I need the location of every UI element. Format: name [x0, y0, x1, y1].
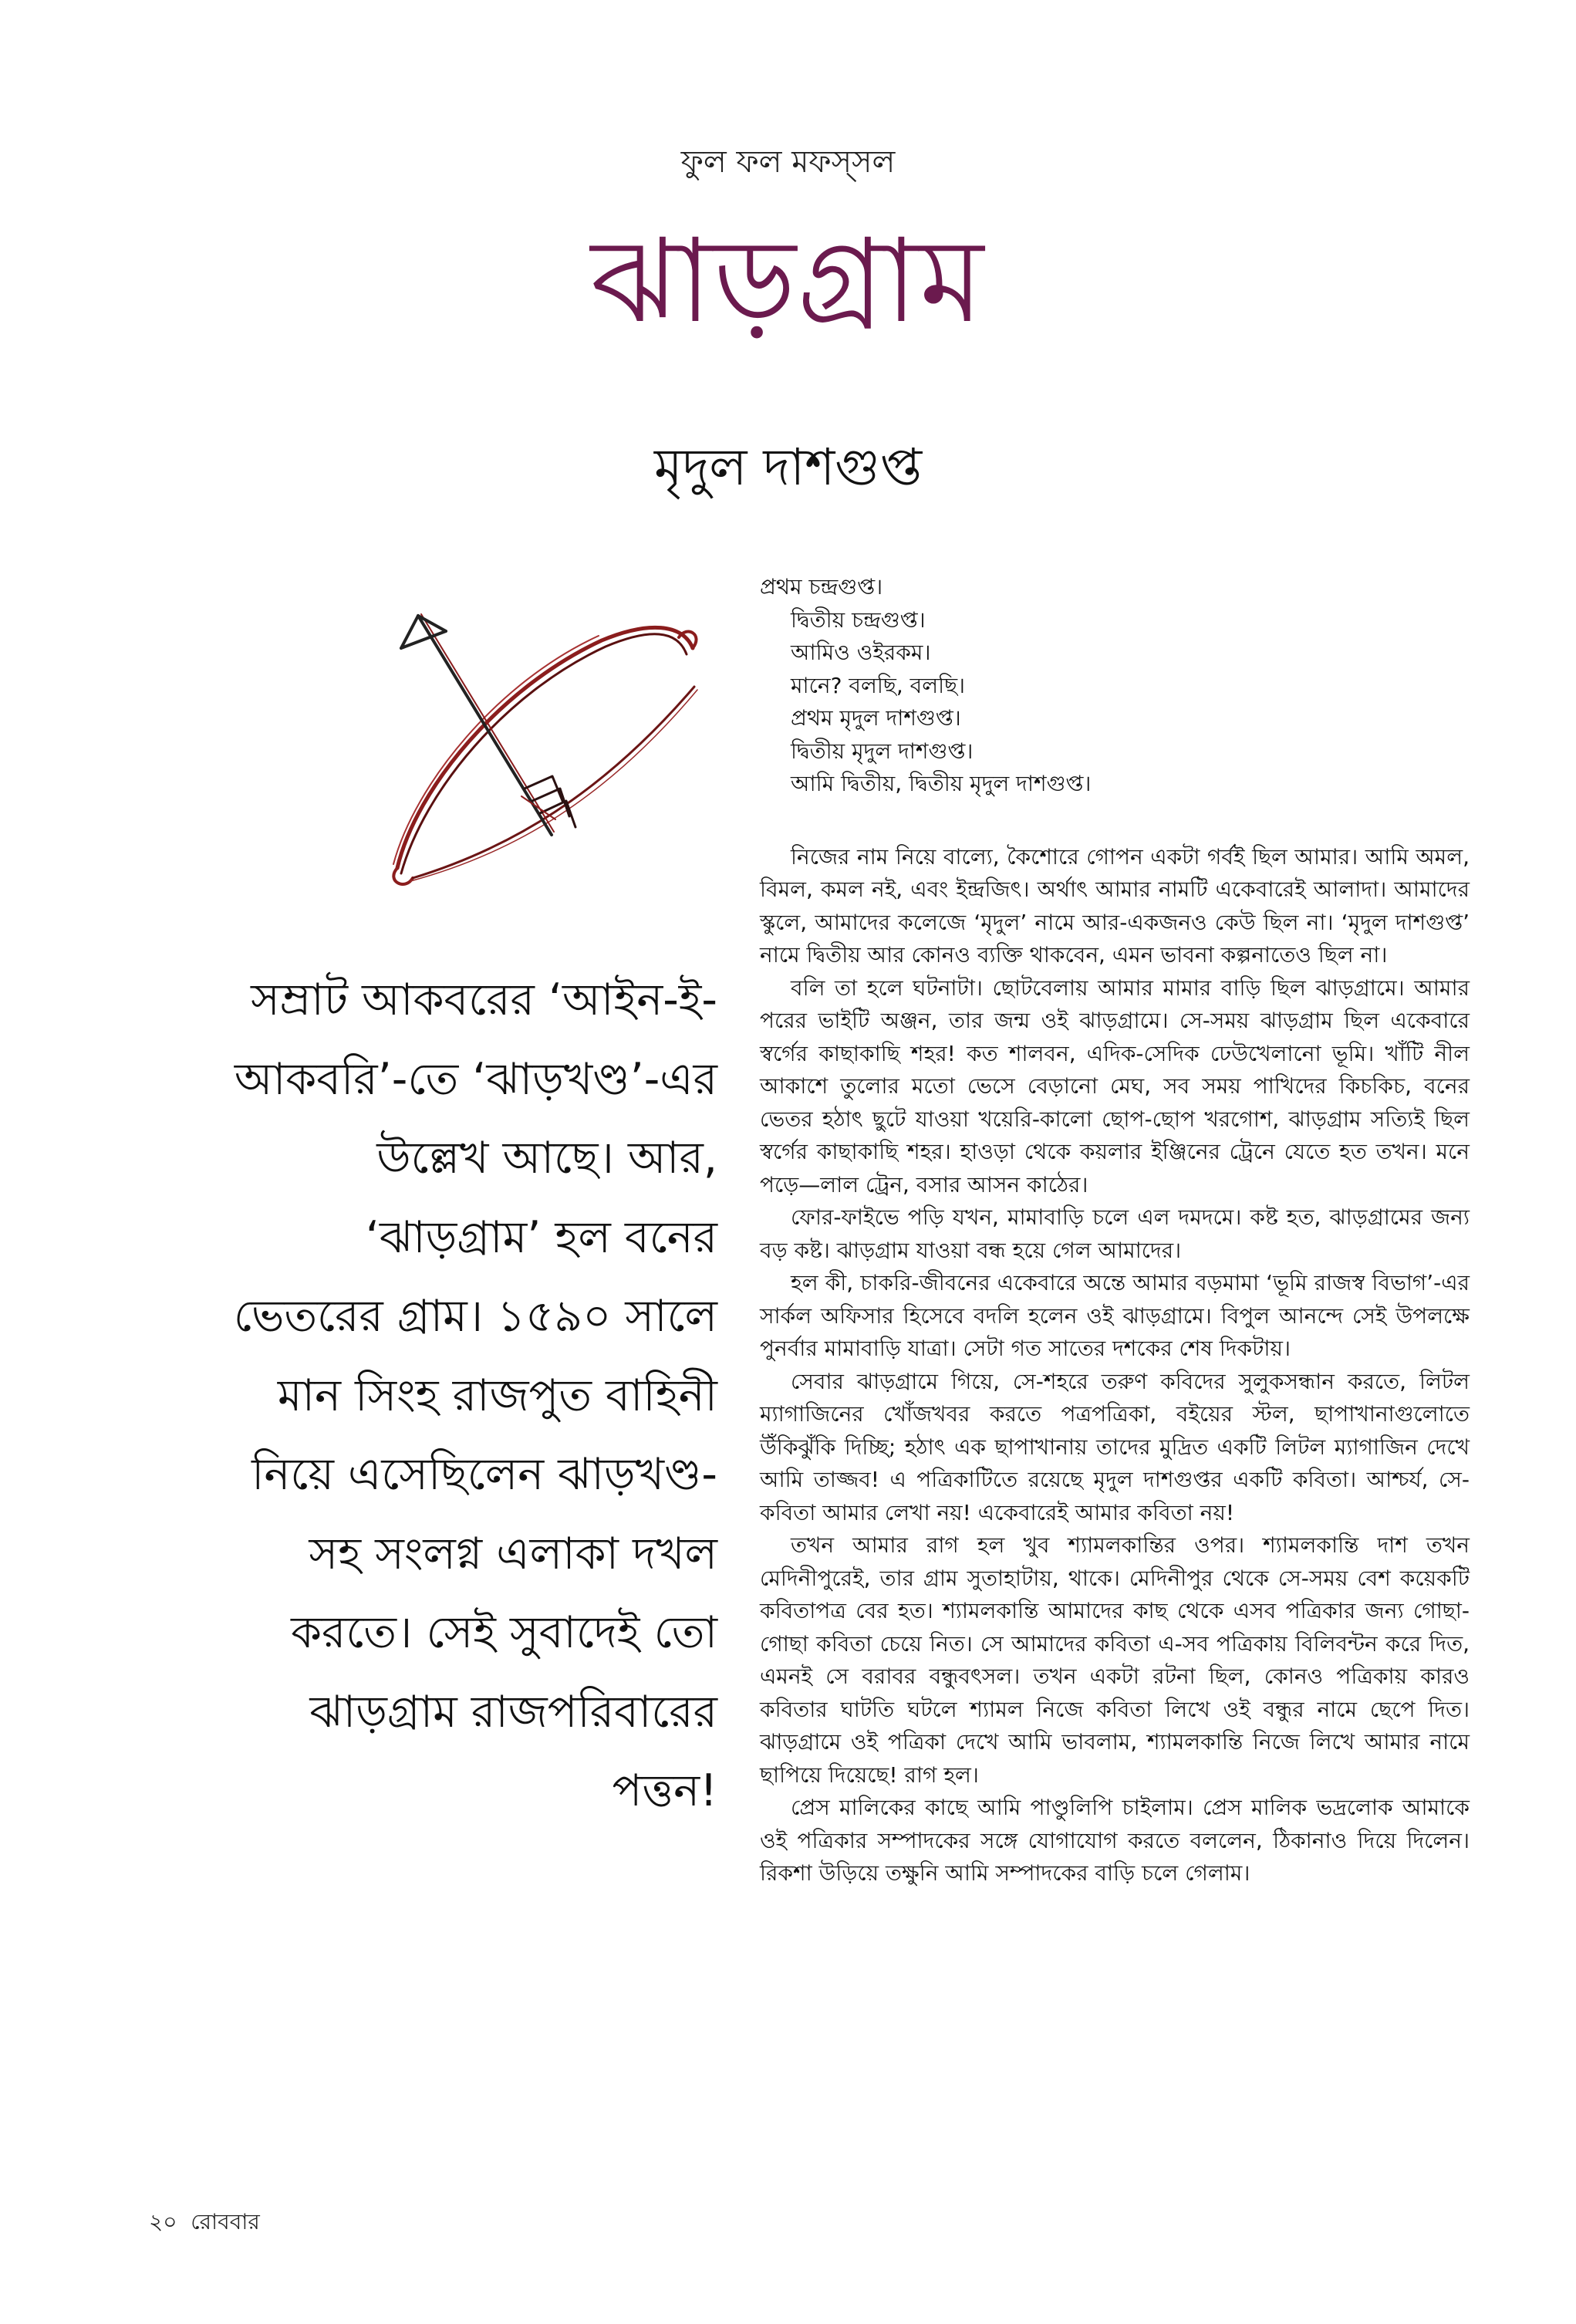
verse-line: দ্বিতীয় মৃদুল দাশগুপ্ত।: [791, 738, 974, 764]
article-paragraph: নিজের নাম নিয়ে বাল্যে, কৈশোরে গোপন একটা গর্বই ছিল আমার। আমি অমল, বিমল, কমল নই, এবং ইন্দ্রজিৎ। অর্থাৎ আমার নামটি একেবারেই আলাদা। আমাদের স্কুলে, আমাদের কলেজে ‘মৃদুল’ নামে আর-একজনও কেউ ছিল না। ‘মৃদুল দাশগুপ্ত’ নামে দ্বিতীয় আর কোনও ব্যক্তি থাকবেন, এমন ভাবনা কল্পনাতেও ছিল না।: [760, 843, 1470, 968]
verse-line: আমি দ্বিতীয়, দ্বিতীয় মৃদুল দাশগুপ্ত।: [791, 771, 1092, 796]
pull-quote: সম্রাট আকবরের ‘আইন-ই-আকবরি’-তে ‘ঝাড়খণ্ড’-এর উল্লেখ আছে। আর, ‘ঝাড়গ্রাম’ হল বনের ভেতরের গ্রাম। ১৫৯০ সালে মান সিংহ রাজপুত বাহিনী নিয়ে এসেছিলেন ঝাড়খণ্ড-সহ সংলগ্ন এলাকা দখল করতে। সেই সুবাদেই তো ঝাড়গ্রাম রাজপরিবারের পত্তন!: [233, 975, 717, 1816]
article-body: [760, 571, 1470, 1890]
article-paragraph: বলি তা হলে ঘটনাটা। ছোটবেলায় আমার মামার বাড়ি ছিল ঝাড়গ্রামে। আমার পরের ভাইটি অঞ্জন, তার জন্ম ওই ঝাড়গ্রামে। সে-সময় ঝাড়গ্রাম ছিল একেবারে স্বর্গের কাছাকাছি শহর! কত শালবন, এদিক-সেদিক ঢেউখেলানো ভূমি। খাঁটি নীল আকাশে তুলোর মতো ভেসে বেড়ানো মেঘ, সব সময় পাখিদের কিচকিচ, বনের ভেতর হঠাৎ ছুটে যাওয়া খয়েরি-কালো ছোপ-ছোপ খরগোশ, ঝাড়গ্রাম সত্যিই ছিল স্বর্গের কাছাকাছি শহর। হাওড়া থেকে কয়লার ইঞ্জিনের ট্রেনে যেতে হত তখন। মনে পড়ে—লাল ট্রেন, বসার আসন কাঠের।: [760, 975, 1470, 1197]
article-paragraph: ফোর-ফাইভে পড়ি যখন, মামাবাড়ি চলে এল দমদমে। কষ্ট হত, ঝাড়গ্রামের জন্য বড় কষ্ট। ঝাড়গ্রাম যাওয়া বন্ধ হয়ে গেল আমাদের।: [760, 1204, 1470, 1263]
section-label: ফুল ফল মফস্‌সল: [680, 144, 896, 180]
verse-line: প্রথম মৃদুল দাশগুপ্ত।: [791, 705, 961, 731]
bow-arrow-icon: [370, 594, 717, 903]
article-paragraph: প্রেস মালিকের কাছে আমি পাণ্ডুলিপি চাইলাম। প্রেস মালিক ভদ্রলোক আমাকে ওই পত্রিকার সম্পাদকের সঙ্গে যোগাযোগ করতে বললেন, ঠিকানাও দিয়ে দিলেন। রিকশা উড়িয়ে তক্ষুনি আমি সম্পাদকের বাড়ি চলে গেলাম।: [760, 1795, 1470, 1886]
page-number: ২০: [149, 2209, 177, 2234]
article-paragraph: হল কী, চাকরি-জীবনের একেবারে অন্তে আমার বড়মামা ‘ভূমি রাজস্ব বিভাগ’-এর সার্কল অফিসার হিসেবে বদলি হলেন ওই ঝাড়গ্রামে। বিপুল আনন্দে সেই উপলক্ষে পুনর্বার মামাবাড়ি যাত্রা। সেটা গত সাতের দশকের শেষ দিকটায়।: [760, 1270, 1470, 1361]
author-name: মৃদুল দাশগুপ্ত: [653, 437, 923, 497]
opening-verse: [760, 571, 1470, 801]
page-footer: [149, 2205, 260, 2241]
verse-line: দ্বিতীয় চন্দ্রগুপ্ত।: [791, 606, 926, 633]
publication-name: রোববার: [191, 2209, 260, 2234]
page-title: ঝাড়গ্রাম: [590, 214, 986, 349]
article-paragraph: সেবার ঝাড়গ্রামে গিয়ে, সে-শহরে তরুণ কবিদের সুলুকসন্ধান করতে, লিটল ম্যাগাজিনের খোঁজখবর করতে পত্রপত্রিকা, বইয়ের স্টল, ছাপাখানাগুলোতে উঁকিঝুঁকি দিচ্ছি; হঠাৎ এক ছাপাখানায় তাদের মুদ্রিত একটি লিটল ম্যাগাজিন দেখে আমি তাজ্জব! এ পত্রিকাটিতে রয়েছে মৃদুল দাশগুপ্তর একটি কবিতা। আশ্চর্য, সে-কবিতা আমার লেখা নয়! একেবারেই আমার কবিতা নয়!: [760, 1368, 1470, 1525]
verse-line: প্রথম চন্দ্রগুপ্ত।: [760, 574, 883, 600]
verse-line: আমিও ওইরকম।: [791, 640, 931, 665]
article-paragraph: তখন আমার রাগ হল খুব শ্যামলকান্তির ওপর। শ্যামলকান্তি দাশ তখন মেদিনীপুরেই, তার গ্রাম সুতাহাটায়, থাকে। মেদিনীপুর থেকে সে-সময় বেশ কয়েকটি কবিতাপত্র বের হত। শ্যামলকান্তি আমাদের কাছ থেকে এসব পত্রিকার জন্য গোছা-গোছা কবিতা চেয়ে নিত। সে আমাদের কবিতা এ-সব পত্রিকায় বিলিবন্টন করে দিত, এমনই সে বরাবর বন্ধুবৎসল। তখন একটা রটনা ছিল, কোনও পত্রিকায় কারও কবিতার ঘাটতি ঘটলে শ্যামল নিজে কবিতা লিখে ওই বন্ধুর নামে ছেপে দিত। ঝাড়গ্রামে ওই পত্রিকা দেখে আমি ভাবলাম, শ্যামলকান্তি নিজে লিখে আমার নামে ছাপিয়ে দিয়েছে! রাগ হল।: [760, 1532, 1470, 1788]
verse-line: মানে? বলছি, বলছি।: [791, 672, 966, 698]
